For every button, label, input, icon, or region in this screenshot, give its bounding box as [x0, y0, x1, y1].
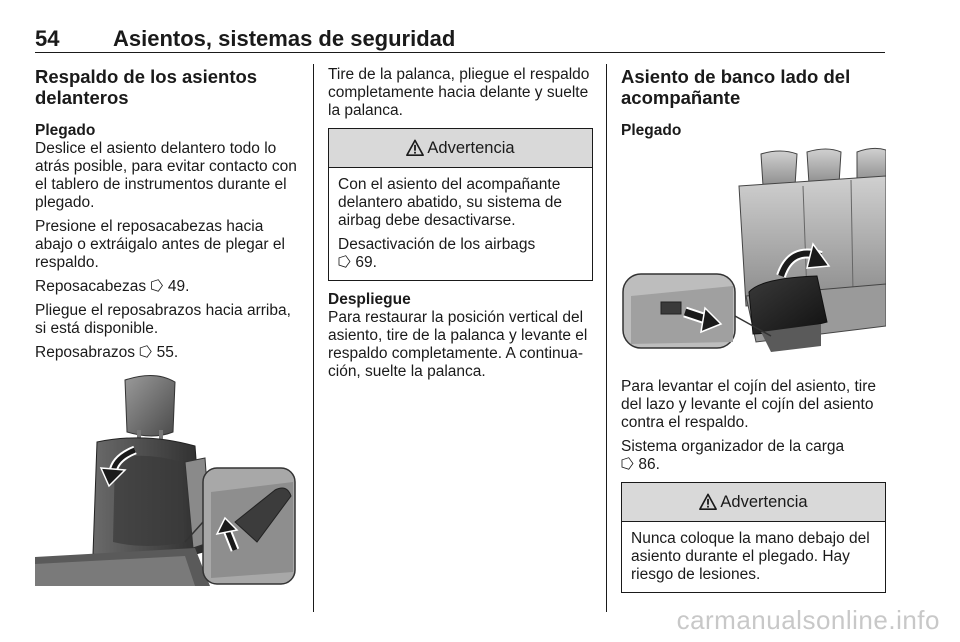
warning-text: Nunca coloque la mano debajo del asiento durante el plegado. Hay riesgo de lesiones.: [631, 530, 870, 583]
subheading-folding: Plegado: [35, 122, 96, 139]
subheading-folding: Plegado: [621, 122, 682, 139]
paragraph: Para levantar el cojín del asiento, tire del lazo y levante el cojín del asiento contra el respaldo.: [621, 378, 877, 431]
reference-armrest: [35, 344, 300, 362]
page-reference-icon: [621, 456, 634, 473]
reference-cargo-organizer: [621, 438, 886, 474]
page-number: 54: [35, 26, 60, 51]
reference-headrest: [35, 278, 300, 296]
warning-text: [338, 236, 582, 272]
page-reference-icon: [139, 344, 152, 361]
warning-header: [622, 483, 885, 522]
warning-triangle-icon: [406, 139, 424, 157]
column-1: [35, 66, 300, 586]
watermark: carmanualsonline.info: [676, 605, 940, 635]
column-divider: [606, 64, 607, 612]
page-reference-icon: [150, 278, 163, 295]
front-seat-illustration: [35, 372, 297, 586]
warning-title: Advertencia: [720, 492, 808, 511]
column-divider: [313, 64, 314, 612]
subheading-unfolding: Despliegue: [328, 291, 411, 308]
warning-box: [328, 128, 593, 281]
reference-text: Reposacabezas: [35, 278, 147, 295]
reference-text: Sistema organizador de la carga: [621, 438, 845, 455]
paragraph: Tire de la palanca, pliegue el respaldo completamente hacia delante y suelte la palanca.: [328, 66, 590, 119]
paragraph: Presione el reposacabezas hacia abajo o extráigalo antes de plegar el respaldo.: [35, 218, 285, 271]
warning-box: [621, 482, 886, 593]
warning-triangle-icon: [699, 493, 717, 511]
paragraph: Deslice el asiento delantero todo lo atrás posible, para evitar contacto con el tablero de instrumentos durante el plegado.: [35, 140, 297, 211]
page-header: [35, 26, 885, 53]
warning-text: Con el asiento del acompañante delantero abatido, su sistema de airbag debe desactivarse.: [338, 176, 563, 229]
paragraph: Pliegue el reposabrazos hacia arriba, si está disponible.: [35, 302, 291, 337]
heading-passenger-bench: Asiento de banco lado del acompañante: [621, 66, 851, 108]
warning-body: [329, 168, 592, 280]
reference-page: 69.: [355, 254, 377, 271]
reference-text: Desactivación de los airbags: [338, 236, 536, 253]
reference-page: 49.: [167, 278, 190, 295]
warning-title: Advertencia: [427, 138, 515, 157]
reference-page: 55.: [156, 344, 179, 361]
heading-front-seat-backrest: Respaldo de los asientos delanteros: [35, 66, 258, 108]
reference-page: 86.: [638, 456, 660, 473]
column-2: [328, 66, 593, 387]
reference-text: Reposabrazos: [35, 344, 135, 361]
bench-seat-illustration: [621, 146, 886, 370]
paragraph: Para restaurar la posición vertical del asiento, tire de la palanca y levante el respaldo completamente. A continua- ción, suelte la palanca.: [328, 309, 588, 380]
column-3: [621, 66, 886, 603]
warning-header: [329, 129, 592, 168]
warning-body: [622, 522, 885, 592]
page-reference-icon: [338, 254, 351, 271]
section-title: Asientos, sistemas de seguridad: [113, 26, 456, 51]
